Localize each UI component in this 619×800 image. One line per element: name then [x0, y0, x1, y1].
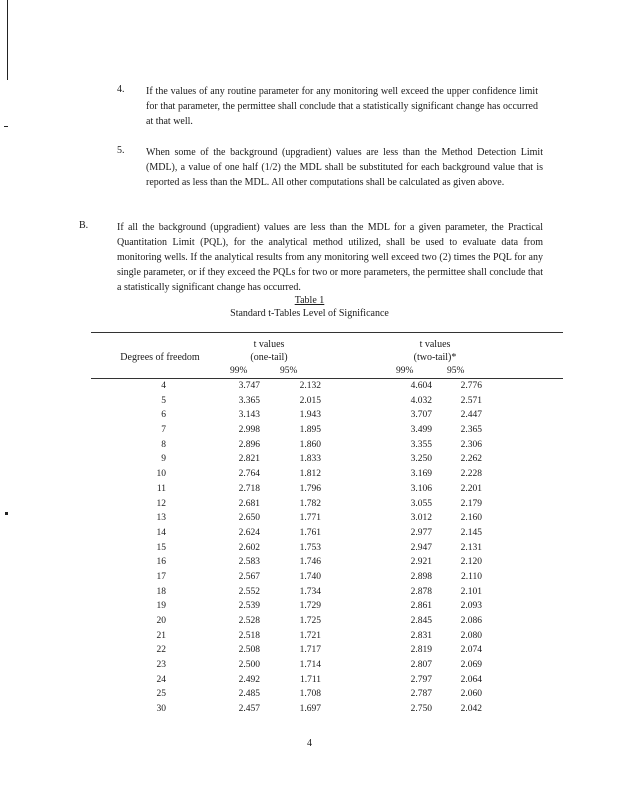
two-tail-99-cell: 2.921 — [410, 557, 432, 568]
two-tail-99-cell: 2.787 — [410, 689, 432, 700]
table-row — [0, 704, 619, 719]
one-tail-99-cell: 2.457 — [238, 704, 260, 715]
one-tail-95-cell: 1.895 — [299, 425, 321, 436]
two-tail-99-cell: 3.106 — [410, 483, 432, 494]
one-tail-99-cell: 3.747 — [238, 381, 260, 391]
one-tail-95-cell: 1.796 — [299, 483, 321, 494]
two-tail-99-cell: 2.797 — [410, 674, 432, 685]
two-tail-99-cell: 2.831 — [410, 630, 432, 641]
df-cell: 8 — [161, 439, 166, 450]
one-tail-95-cell: 1.721 — [299, 630, 321, 641]
item-4-number: 4. — [117, 84, 125, 95]
section-b-letter: B. — [79, 220, 89, 231]
one-tail-95-cell: 1.725 — [299, 616, 321, 626]
df-cell: 12 — [156, 498, 166, 509]
df-cell: 21 — [156, 630, 166, 641]
one-tail-99-cell: 2.508 — [238, 645, 260, 656]
df-cell: 14 — [156, 527, 166, 538]
two-tail-95-cell: 2.776 — [460, 381, 482, 391]
left-margin-bar — [7, 0, 8, 80]
table-row — [0, 396, 619, 411]
table-row — [0, 425, 619, 440]
table-row — [0, 499, 619, 514]
one-tail-95-cell: 2.132 — [299, 381, 321, 391]
one-tail-99-cell: 2.552 — [238, 586, 260, 597]
one-tail-header-line1: t values — [253, 339, 285, 350]
one-tail-99-header: 99% — [230, 366, 248, 376]
two-tail-95-cell: 2.042 — [460, 704, 482, 715]
one-tail-99-cell: 2.567 — [238, 571, 260, 582]
table-body — [0, 381, 619, 719]
two-tail-99-cell: 2.977 — [410, 527, 432, 538]
df-cell: 16 — [156, 557, 166, 568]
one-tail-99-cell: 2.583 — [238, 557, 260, 568]
one-tail-95-cell: 1.812 — [299, 469, 321, 480]
item-4-text: If the values of any routine parameter for any monitoring well exceed the upper confidence limit for that parameter, the permittee shall conclude that a statistically significant change has occurred at that well. — [146, 86, 538, 127]
table-row — [0, 454, 619, 469]
one-tail-99-cell: 2.602 — [238, 542, 260, 553]
df-cell: 17 — [156, 571, 166, 582]
two-tail-99-cell: 2.819 — [410, 645, 432, 656]
df-cell: 6 — [161, 410, 166, 421]
two-tail-99-cell: 3.499 — [410, 425, 432, 436]
left-margin-tick — [4, 126, 8, 127]
two-tail-95-cell: 2.074 — [460, 645, 482, 656]
table-row — [0, 572, 619, 587]
degrees-of-freedom-header: Degrees of freedom — [120, 352, 200, 363]
one-tail-95-cell: 1.771 — [299, 513, 321, 524]
df-cell: 5 — [161, 395, 166, 406]
two-tail-95-cell: 2.069 — [460, 660, 482, 671]
two-tail-95-cell: 2.145 — [460, 527, 482, 538]
two-tail-99-cell: 3.707 — [410, 410, 432, 421]
table-row — [0, 616, 619, 631]
df-cell: 19 — [156, 601, 166, 612]
one-tail-99-cell: 3.365 — [238, 395, 260, 406]
one-tail-95-cell: 1.729 — [299, 601, 321, 612]
df-cell: 23 — [156, 660, 166, 671]
df-cell: 10 — [156, 469, 166, 480]
two-tail-99-cell: 2.807 — [410, 660, 432, 671]
two-tail-99-cell: 3.169 — [410, 469, 432, 480]
two-tail-header-line2: (two-tail)* — [413, 352, 457, 363]
one-tail-99-cell: 2.500 — [238, 660, 260, 671]
two-tail-95-cell: 2.365 — [460, 425, 482, 436]
two-tail-99-cell: 2.898 — [410, 571, 432, 582]
two-tail-95-cell: 2.120 — [460, 557, 482, 568]
two-tail-99-cell: 4.604 — [410, 381, 432, 391]
one-tail-99-cell: 2.681 — [238, 498, 260, 509]
two-tail-99-cell: 3.055 — [410, 498, 432, 509]
one-tail-95-cell: 1.734 — [299, 586, 321, 597]
one-tail-99-cell: 2.718 — [238, 483, 260, 494]
two-tail-95-cell: 2.101 — [460, 586, 482, 597]
two-tail-95-cell: 2.080 — [460, 630, 482, 641]
one-tail-99-cell: 2.492 — [238, 674, 260, 685]
table-row — [0, 631, 619, 646]
df-cell: 15 — [156, 542, 166, 553]
df-cell: 4 — [161, 381, 166, 391]
table-top-rule — [91, 332, 563, 333]
table-row — [0, 587, 619, 602]
one-tail-99-cell: 2.998 — [238, 425, 260, 436]
one-tail-95-cell: 1.711 — [299, 674, 321, 685]
table-subtitle: Standard t-Tables Level of Significance — [230, 308, 389, 319]
one-tail-99-cell: 2.821 — [238, 454, 260, 465]
two-tail-95-cell: 2.093 — [460, 601, 482, 612]
one-tail-95-cell: 1.761 — [299, 527, 321, 538]
table-row — [0, 440, 619, 455]
df-cell: 25 — [156, 689, 166, 700]
page-number: 4 — [307, 738, 312, 749]
df-cell: 11 — [156, 483, 166, 494]
two-tail-99-cell: 2.861 — [410, 601, 432, 612]
one-tail-99-cell: 2.518 — [238, 630, 260, 641]
df-cell: 24 — [156, 674, 166, 685]
table-row — [0, 513, 619, 528]
one-tail-95-cell: 1.782 — [299, 498, 321, 509]
table-row — [0, 484, 619, 499]
one-tail-99-cell: 2.539 — [238, 601, 260, 612]
one-tail-95-header: 95% — [280, 366, 298, 376]
two-tail-95-cell: 2.160 — [460, 513, 482, 524]
two-tail-95-cell: 2.131 — [460, 542, 482, 553]
table-row — [0, 381, 619, 396]
table-row — [0, 689, 619, 704]
table-row — [0, 469, 619, 484]
one-tail-95-cell: 1.717 — [299, 645, 321, 656]
df-cell: 7 — [161, 425, 166, 436]
two-tail-95-cell: 2.447 — [460, 410, 482, 421]
two-tail-99-cell: 3.250 — [410, 454, 432, 465]
df-cell: 30 — [156, 704, 166, 715]
section-b-text: If all the background (upgradient) values are less than the MDL for a given parameter, the Practical Quantitation Limit (PQL), for the analytical method utilized, shall be used to evaluate data from monitoring wells. If the analytical results from any monitoring well exceed two (2) times the PQL for any single parameter, or if they exceed the PQLs for two or more parameters, the permittee shall conclude that a statistically significant change has occurred. — [117, 222, 543, 293]
table-row — [0, 675, 619, 690]
two-tail-99-cell: 3.012 — [410, 513, 432, 524]
table-row — [0, 645, 619, 660]
two-tail-95-cell: 2.201 — [460, 483, 482, 494]
table-row — [0, 543, 619, 558]
two-tail-95-header: 95% — [447, 366, 465, 376]
two-tail-95-cell: 2.262 — [460, 454, 482, 465]
table-row — [0, 660, 619, 675]
one-tail-95-cell: 1.708 — [299, 689, 321, 700]
one-tail-95-cell: 1.740 — [299, 571, 321, 582]
one-tail-99-cell: 2.624 — [238, 527, 260, 538]
one-tail-95-cell: 1.833 — [299, 454, 321, 465]
item-5-number: 5. — [117, 145, 125, 156]
two-tail-95-cell: 2.086 — [460, 616, 482, 626]
table-row — [0, 557, 619, 572]
one-tail-99-cell: 2.528 — [238, 616, 260, 626]
df-cell: 22 — [156, 645, 166, 656]
df-cell: 9 — [161, 454, 166, 465]
two-tail-99-header: 99% — [396, 366, 414, 376]
one-tail-95-cell: 1.753 — [299, 542, 321, 553]
one-tail-99-cell: 2.650 — [238, 513, 260, 524]
two-tail-99-cell: 2.845 — [410, 616, 432, 626]
two-tail-95-cell: 2.228 — [460, 469, 482, 480]
one-tail-95-cell: 1.860 — [299, 439, 321, 450]
two-tail-95-cell: 2.064 — [460, 674, 482, 685]
table-row — [0, 528, 619, 543]
two-tail-99-cell: 2.750 — [410, 704, 432, 715]
one-tail-header-line2: (one-tail) — [250, 352, 288, 363]
one-tail-95-cell: 1.746 — [299, 557, 321, 568]
one-tail-95-cell: 2.015 — [299, 395, 321, 406]
one-tail-99-cell: 2.896 — [238, 439, 260, 450]
one-tail-99-cell: 3.143 — [238, 410, 260, 421]
two-tail-99-cell: 4.032 — [410, 395, 432, 406]
two-tail-99-cell: 3.355 — [410, 439, 432, 450]
two-tail-header-line1: t values — [419, 339, 451, 350]
two-tail-95-cell: 2.110 — [460, 571, 482, 582]
two-tail-95-cell: 2.306 — [460, 439, 482, 450]
two-tail-95-cell: 2.179 — [460, 498, 482, 509]
one-tail-95-cell: 1.697 — [299, 704, 321, 715]
one-tail-99-cell: 2.764 — [238, 469, 260, 480]
df-cell: 20 — [156, 616, 166, 626]
one-tail-95-cell: 1.943 — [299, 410, 321, 421]
table-title: Table 1 — [294, 295, 325, 306]
item-5-text: When some of the background (upgradient) values are less than the Method Detection Limit (MDL), a value of one half (1/2) the MDL shall be substituted for each background value that is reported as less than the MDL. All other computations shall be calculated as given above. — [146, 147, 543, 188]
one-tail-95-cell: 1.714 — [299, 660, 321, 671]
two-tail-99-cell: 2.947 — [410, 542, 432, 553]
df-cell: 18 — [156, 586, 166, 597]
table-row — [0, 601, 619, 616]
table-header-rule — [91, 378, 563, 379]
df-cell: 13 — [156, 513, 166, 524]
two-tail-95-cell: 2.060 — [460, 689, 482, 700]
table-row — [0, 410, 619, 425]
two-tail-95-cell: 2.571 — [460, 395, 482, 406]
two-tail-99-cell: 2.878 — [410, 586, 432, 597]
one-tail-99-cell: 2.485 — [238, 689, 260, 700]
